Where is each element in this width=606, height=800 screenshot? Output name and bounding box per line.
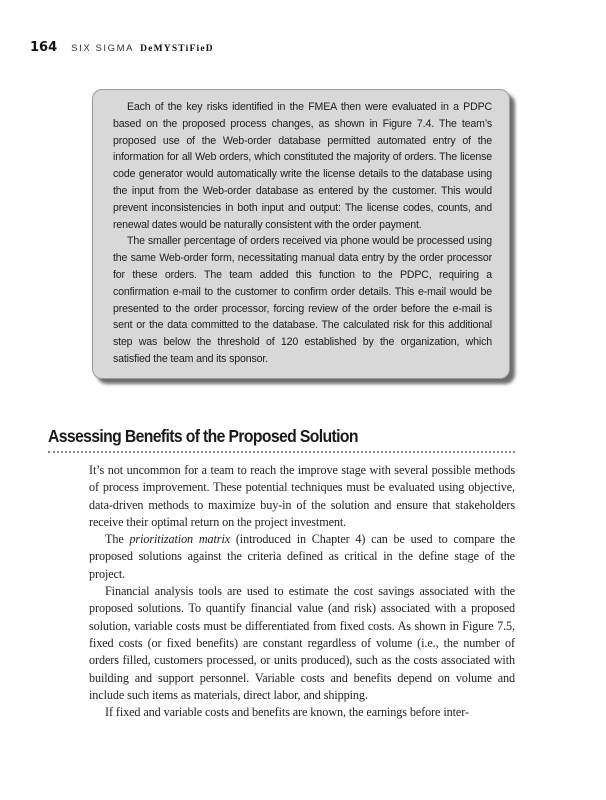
body-paragraph: If fixed and variable costs and benefits are known, the earnings before inter-: [105, 705, 469, 720]
heading-dotted-rule: [48, 451, 515, 453]
body-text-run: (introduced in Chapter 4) can be used to compare the proposed solutions against the criteria defined as critical in the define stage of the project.: [89, 532, 516, 581]
emphasized-term: prioritization matrix: [129, 532, 231, 547]
sidebar-paragraph: The smaller percentage of orders received via phone would be processed using the same Web-order form, necessitating manual data entry by the order processor for these orders. The team added this function to the PDPC, requiring a confirmation e-mail to the customer to confirm order details. This e-mail would be presented to the order processor, forcing review of the order before the e-mail is sent or the data committed to the database. The calculated risk for this additional step was below the threshold of 120 established by the organization, which satisfied the team and its sponsor.: [113, 235, 492, 365]
body-paragraph: [89, 531, 515, 583]
body-paragraph: It’s not uncommon for a team to reach the improve stage with several possible methods of process improvement. These potential techniques must be evaluated using objective, data-driven methods to maximize buy-in of the solution and ensure that stakeholders receive their optimal return on the project investment.: [89, 463, 515, 529]
book-series: SIX SIGMA: [71, 43, 135, 54]
book-title: DeMYSTiFieD: [140, 44, 214, 54]
body-text-run: The: [105, 532, 130, 547]
page-number: 164: [30, 40, 58, 55]
case-study-sidebar: [92, 89, 510, 379]
body-paragraph: Financial analysis tools are used to estimate the cost savings associated with the proposed solutions. To quantify financial value (and risk) associated with a proposed solution, variable costs must be differentiated from fixed costs. As shown in Figure 7.5, fixed costs (or fixed benefits) are constant regardless of volume (i.e., the number of orders filled, customers processed, or units produced), such as the costs associated with building and support personnel. Variable costs and benefits depend on volume and include such items as materials, direct labor, and shipping.: [89, 584, 515, 702]
section-heading: Assessing Benefits of the Proposed Solution: [48, 426, 358, 446]
sidebar-paragraph: Each of the key risks identified in the FMEA then were evaluated in a PDPC based on the proposed process changes, as shown in Figure 7.4. The team’s proposed use of the Web-order database permitted automated entry of the information for all Web orders, which constituted the majority of orders. The license code generator would automatically write the license details to the database using the input from the Web-order database as entered by the customer. This would prevent inconsistencies in both input and output: The license codes, counts, and renewal dates would be naturally consistent with the order payment.: [113, 101, 492, 231]
running-head: [30, 40, 214, 56]
body-text: [89, 462, 515, 721]
